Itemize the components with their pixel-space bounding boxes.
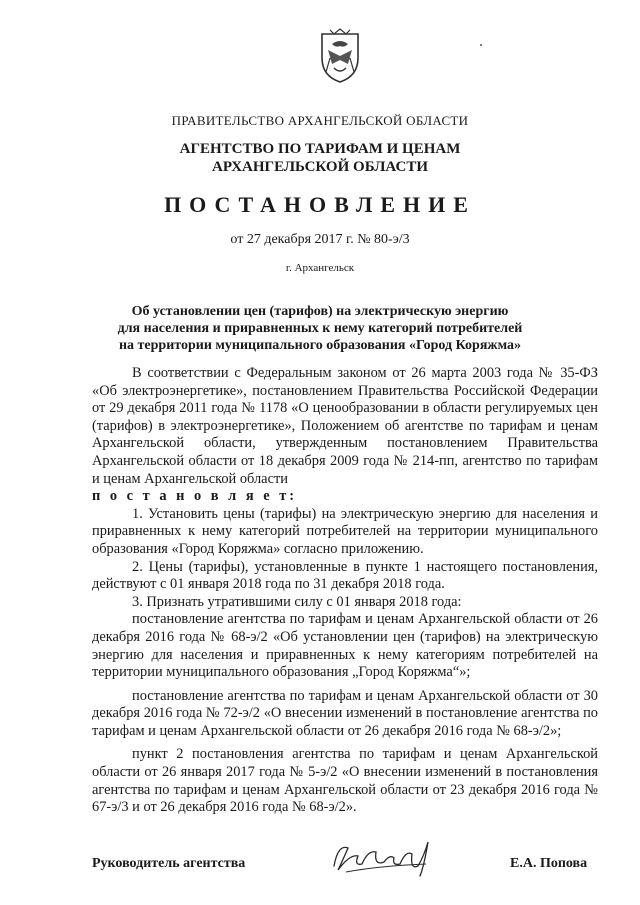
- agency-name-line2: АРХАНГЕЛЬСКОЙ ОБЛАСТИ: [212, 159, 428, 175]
- repealed-act-2: постановление агентства по тарифам и ценам Архангельской области от 30 декабря 2016 года № 72-э/2 «О внесении изменений в постановление агентства по тарифам и ценам Архангельской области от 26 декабря 2016 года № 68-э/2»;: [92, 687, 598, 739]
- subject-line3: на территории муниципального образования «Город Коряжма»: [118, 338, 522, 353]
- coat-of-arms-emblem: [318, 28, 362, 84]
- resolves-paragraph: [92, 488, 598, 506]
- document-city: г. Архангельск: [285, 262, 355, 274]
- repealed-act-1: постановление агентства по тарифам и ценам Архангельской области от 26 декабря 2016 года № 68-э/2 «Об установлении цен (тарифов) на электрическую энергию для населения и приравненных к нему категориям потребителей на территории муниципального образования „Город Коряжма“»;: [92, 611, 598, 681]
- document-type-title: ПОСТАНОВЛЕНИЕ: [164, 192, 476, 217]
- document-date-number: от 27 декабря 2017 г. № 80-э/3: [230, 232, 410, 247]
- handwritten-signature: [328, 836, 440, 878]
- repealed-act-3: пункт 2 постановления агентства по тарифам и ценам Архангельской области от 26 января 2017 года № 5-э/2 «О внесении изменений в постановления агентства по тарифам и ценам Архангельской области от 23 декабря 2016 года № 67-э/3 и от 26 декабря 2016 года № 68-э/2».: [92, 746, 598, 816]
- preamble-paragraph: В соответствии с Федеральным законом от 26 марта 2003 года № 35-ФЗ «Об электроэнергетике», постановлением Правительства Российской Федерации от 29 декабря 2011 года № 1178 «О ценообразовании в области регулируемых цен (тарифов) в электроэнергетике», Положением об агентстве по тарифам и ценам Архангельской области, утвержденным постановлением Правительства Архангельской области от 18 декабря 2009 года № 214-пп, агентство по тарифам и ценам Архангельской области: [92, 365, 598, 487]
- document-subject: [0, 303, 640, 354]
- scan-speck: [480, 44, 482, 46]
- document-body: [92, 365, 598, 817]
- government-name: ПРАВИТЕЛЬСТВО АРХАНГЕЛЬСКОЙ ОБЛАСТИ: [171, 113, 469, 128]
- subject-line2: для населения и приравненных к нему категорий потребителей: [117, 321, 523, 336]
- agency-name: [0, 140, 640, 176]
- item-1-paragraph: 1. Установить цены (тарифы) на электрическую энергию для населения и приравненных к нему категорий потребителей на территории муниципального образования «Город Коряжма» согласно приложению.: [92, 505, 598, 557]
- agency-name-line1: АГЕНТСТВО ПО ТАРИФАМ И ЦЕНАМ: [179, 141, 461, 157]
- signatory-title: Руководитель агентства: [92, 856, 246, 871]
- signatory-name: Е.А. Попова: [510, 856, 588, 871]
- item-3-paragraph: 3. Признать утратившими силу с 01 января 2018 года:: [132, 593, 462, 610]
- item-2-paragraph: 2. Цены (тарифы), установленные в пункте 1 настоящего постановления, действуют с 01 января 2018 года по 31 декабря 2018 года.: [92, 558, 598, 593]
- subject-line1: Об установлении цен (тарифов) на электрическую энергию: [131, 304, 509, 319]
- resolves-label: п о с т а н о в л я е т:: [92, 488, 298, 505]
